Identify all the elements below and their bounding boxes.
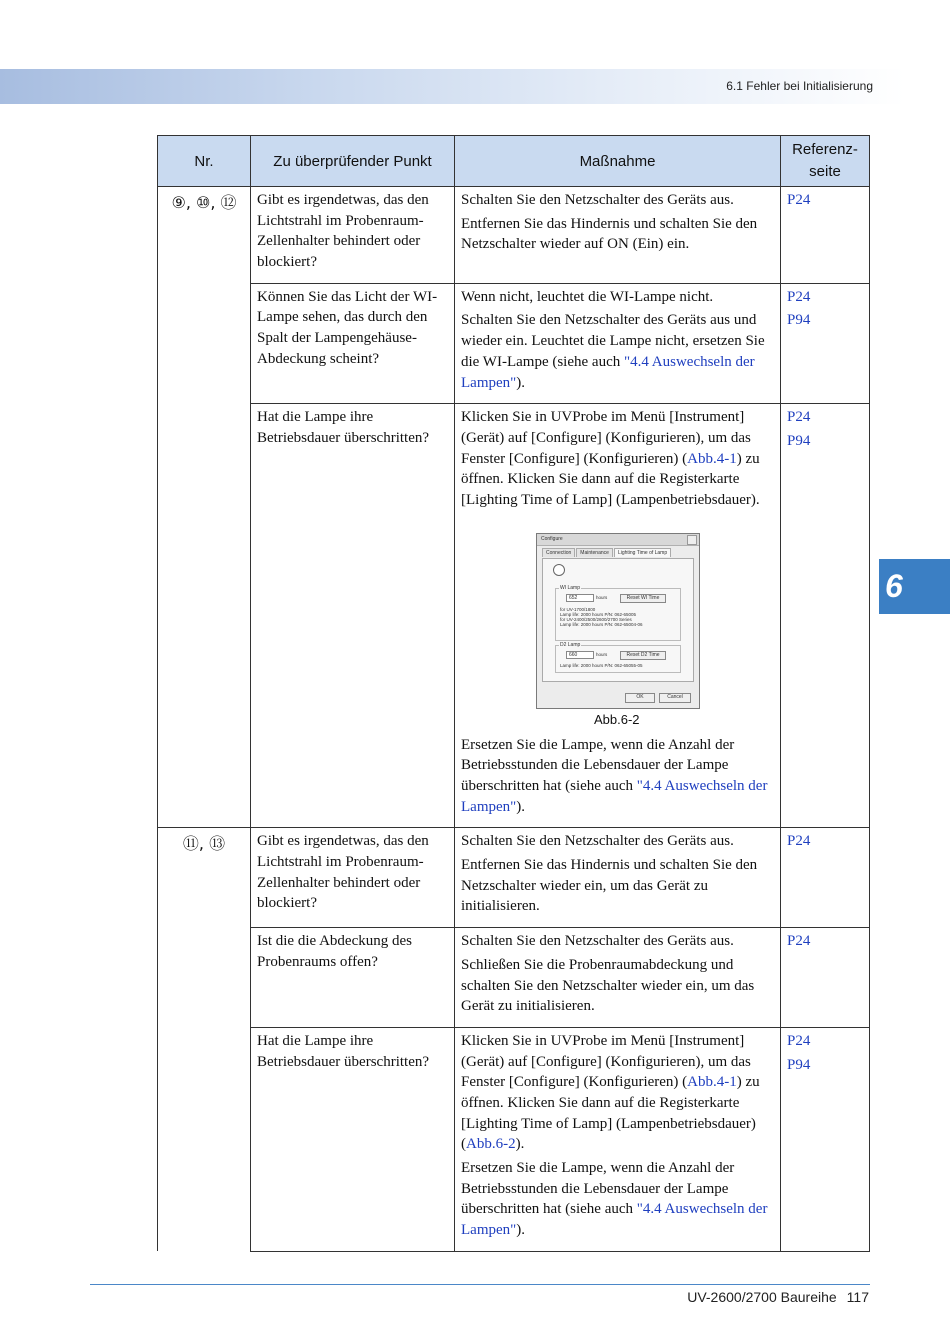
table-row [158, 1027, 870, 1251]
d2-hours-value: 660 [566, 651, 594, 659]
reference-link[interactable]: P94 [787, 432, 811, 449]
action-cell [455, 1027, 781, 1251]
table-header-row [158, 136, 870, 187]
check-item: Gibt es irgendetwas, das den Lichtstrahl im Probenraum-Zellenhalter behindert oder blockiert? [251, 828, 455, 928]
wi-info-line: Lamp life: 2000 hours P/N: 062-65004-06 [560, 621, 643, 627]
tab-lighting-time: Lighting Time of Lamp [614, 548, 671, 557]
tab-connection: Connection [542, 548, 575, 557]
action-text: Schalten Sie den Netzschalter des Geräts aus. [461, 192, 734, 208]
action-text: Schalten Sie den Netzschalter des Geräts aus. [461, 933, 734, 950]
table-row [158, 828, 870, 928]
d2-hours-unit: hours [596, 651, 608, 657]
troubleshooting-table [157, 135, 870, 1252]
action-text-part: ) zu öffnen. Klicken Sie dann auf die Registerkarte [Lighting Time of Lamp] (Lampenbetriebsdauer). [461, 450, 760, 508]
action-text-part: Schalten Sie den Netzschalter des Geräts aus und wieder ein. Leuchtet die Lampe nicht, ersetzen Sie die WI-Lampe (siehe auch [461, 312, 765, 370]
configure-dialog-figure [536, 533, 774, 709]
action-cell [455, 283, 781, 403]
action-text [461, 407, 774, 510]
check-item: Gibt es irgendetwas, das den Lichtstrahl im Probenraum-Zellenhalter behindert oder blockiert? [251, 187, 455, 284]
action-text-part: Ersetzen Sie die Lampe, wenn die Anzahl der Betriebsstunden die Lebensdauer der Lampe überschritten hat (siehe auch [461, 1160, 735, 1218]
tab-maintenance: Maintenance [576, 548, 613, 557]
footer-series: UV-2600/2700 Baureihe [687, 1289, 837, 1305]
reference-cell [781, 187, 870, 284]
reference-link[interactable]: P94 [787, 1056, 811, 1073]
check-item: Ist die die Abdeckung des Probenraums offen? [251, 928, 455, 1028]
check-item: Hat die Lampe ihre Betriebsdauer überschritten? [251, 404, 455, 828]
reference-link[interactable]: P94 [787, 312, 811, 329]
reference-cell [781, 404, 870, 828]
figure-caption: Abb.6-2 [594, 711, 640, 727]
action-text-part: Ersetzen Sie die Lampe, wenn die Anzahl der Betriebsstunden die Lebensdauer der Lampe überschritten hat (siehe auch [461, 736, 735, 794]
header-punkt: Zu überprüfender Punkt [251, 136, 455, 187]
action-text: Entfernen Sie das Hindernis und schalten Sie den Netzschalter wieder ein, um das Gerät zu initialisieren. [461, 857, 758, 915]
reference-link[interactable]: P24 [787, 288, 811, 305]
header-referenz: Referenz- seite [781, 136, 870, 187]
wi-group-label: WI Lamp [560, 584, 581, 591]
table-row [158, 928, 870, 1028]
action-cell [455, 187, 781, 284]
section-title: 6.1 Fehler bei Initialisierung [726, 79, 873, 93]
reference-cell [781, 283, 870, 403]
action-text-part: ). [516, 798, 526, 815]
check-item: Hat die Lampe ihre Betriebsdauer überschritten? [251, 1027, 455, 1251]
chapter-tab: 6 [879, 559, 950, 614]
cancel-button: Cancel [659, 693, 691, 703]
table-row [158, 404, 870, 828]
table-row [158, 283, 870, 403]
wi-info-line: for UV-2400/2500/2600/2700 Series [560, 616, 632, 622]
reference-cell [781, 828, 870, 928]
reset-wi-button: Reset WI Time [620, 594, 666, 603]
action-text [461, 735, 774, 818]
action-text-part: Klicken Sie in UVProbe im Menü [Instrument] (Gerät) auf [Configure] (Konfigurieren), um das Fenster [Configure] (Konfigurieren) ( [461, 1032, 751, 1091]
action-text-part: ). [516, 374, 526, 391]
wi-hours-value: 652 [566, 594, 594, 602]
action-text: Schalten Sie den Netzschalter des Geräts aus. [461, 833, 734, 850]
section-link[interactable]: "4.4 Auswechseln der Lampen" [461, 353, 755, 391]
reset-d2-button: Reset D2 Time [620, 651, 666, 660]
reference-link[interactable]: P24 [787, 192, 811, 208]
ok-button: OK [625, 693, 655, 703]
dialog-body [542, 558, 694, 682]
action-text [461, 1031, 774, 1155]
check-item: Können Sie das Licht der WI-Lampe sehen, das durch den Spalt der Lampengehäuse-Abdeckung scheint? [251, 283, 455, 403]
wi-info-line: for UV-1700/1800 [560, 606, 596, 612]
action-cell [455, 828, 781, 928]
figure-link[interactable]: Abb.6-2 [466, 1136, 516, 1153]
action-text [461, 310, 774, 393]
action-text-part: ) zu öffnen. Klicken Sie dann auf die Registerkarte [Lighting Time of Lamp] (Lampenbetriebsdauer) ( [461, 1074, 760, 1153]
dialog-tabs [542, 548, 672, 557]
action-text: Schließen Sie die Probenraumabdeckung und schalten Sie den Netzschalter wieder ein, um das Gerät zu initialisieren. [461, 956, 755, 1015]
reference-cell [781, 928, 870, 1028]
configure-dialog [536, 533, 700, 709]
reference-cell [781, 1027, 870, 1251]
action-text-part: ). [516, 1222, 526, 1239]
page-number: 117 [846, 1289, 869, 1305]
reference-link[interactable]: P24 [787, 833, 811, 850]
d2-info-line: Lamp life: 2000 hours P/N: 062-65055-05 [560, 662, 643, 668]
header-massnahme: Maßnahme [455, 136, 781, 187]
footer-rule [90, 1284, 870, 1285]
header-nr: Nr. [158, 136, 251, 187]
wi-lamp-group [555, 584, 681, 641]
row-number: ⑪, ⑬ [158, 828, 251, 1251]
table-row [158, 187, 870, 284]
figure-link[interactable]: Abb.4-1 [687, 450, 737, 467]
reference-link[interactable]: P24 [787, 1032, 811, 1049]
footer [687, 1289, 869, 1305]
figure-link[interactable]: Abb.4-1 [687, 1074, 737, 1091]
action-cell [455, 928, 781, 1028]
wi-hours-unit: hours [596, 594, 608, 600]
action-text [461, 1158, 774, 1241]
wi-info-line: Lamp life: 2000 hours P/N: 062-65005 [560, 611, 637, 617]
lamp-icon [553, 564, 565, 576]
row-number: ⑨, ⑩, ⑫ [158, 187, 251, 828]
action-text: Entfernen Sie das Hindernis und schalten Sie den Netzschalter wieder auf ON (Ein) ein. [461, 215, 758, 253]
reference-link[interactable]: P24 [787, 409, 811, 426]
action-text-part: Klicken Sie in UVProbe im Menü [Instrument] (Gerät) auf [Configure] (Konfigurieren), um das Fenster [Configure] (Konfigurieren) ( [461, 409, 751, 467]
action-cell [455, 404, 781, 828]
close-icon [687, 535, 697, 545]
section-link[interactable]: "4.4 Auswechseln der Lampen" [461, 1201, 768, 1239]
d2-lamp-group [555, 641, 681, 673]
action-text-part: ). [515, 1136, 525, 1153]
action-text: Wenn nicht, leuchtet die WI-Lampe nicht. [461, 288, 714, 305]
reference-link[interactable]: P24 [787, 933, 811, 950]
dialog-title: Configure [537, 534, 699, 546]
d2-group-label: D2 Lamp [560, 641, 581, 648]
section-link[interactable]: "4.4 Auswechseln der Lampen" [461, 778, 768, 815]
